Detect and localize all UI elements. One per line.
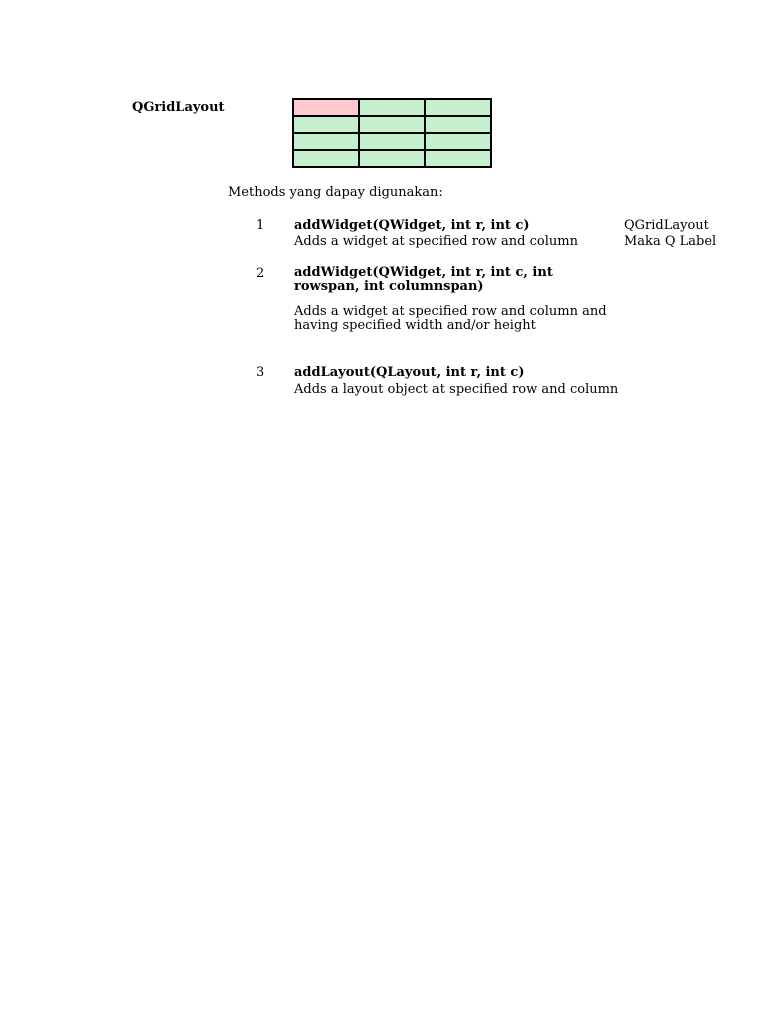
method-number: 2 <box>256 266 265 281</box>
method-description: Adds a layout object at specified row and column <box>294 382 619 397</box>
grid-illustration <box>292 98 492 168</box>
grid-cell-highlighted <box>293 99 359 116</box>
grid-cell <box>425 150 491 167</box>
grid-cell <box>293 116 359 133</box>
grid-row <box>293 99 491 116</box>
grid-cell <box>293 133 359 150</box>
side-note <box>624 218 717 252</box>
method-signature: addLayout(QLayout, int r, int c) <box>294 365 525 380</box>
grid-cell <box>359 133 425 150</box>
grid-row <box>293 116 491 133</box>
grid-row <box>293 133 491 150</box>
grid-cell <box>293 150 359 167</box>
grid-cell <box>425 116 491 133</box>
grid-cell <box>359 150 425 167</box>
side-note-line: Maka Q Label <box>624 234 717 249</box>
method-number: 3 <box>256 365 265 380</box>
method-number: 1 <box>256 218 265 233</box>
method-signature: addWidget(QWidget, int r, int c, int rowspan, int columnspan) <box>294 265 553 294</box>
page-title: QGridLayout <box>132 100 225 115</box>
side-note-line: QGridLayout <box>624 218 709 233</box>
grid-cell <box>359 116 425 133</box>
method-signature: addWidget(QWidget, int r, int c) <box>294 218 530 233</box>
grid-cell <box>425 133 491 150</box>
grid-cell <box>359 99 425 116</box>
method-description: Adds a widget at specified row and column <box>294 234 578 249</box>
grid-row <box>293 150 491 167</box>
grid-cell <box>425 99 491 116</box>
method-description: Adds a widget at specified row and column and having specified width and/or height <box>294 304 607 333</box>
methods-intro: Methods yang dapay digunakan: <box>228 185 443 200</box>
